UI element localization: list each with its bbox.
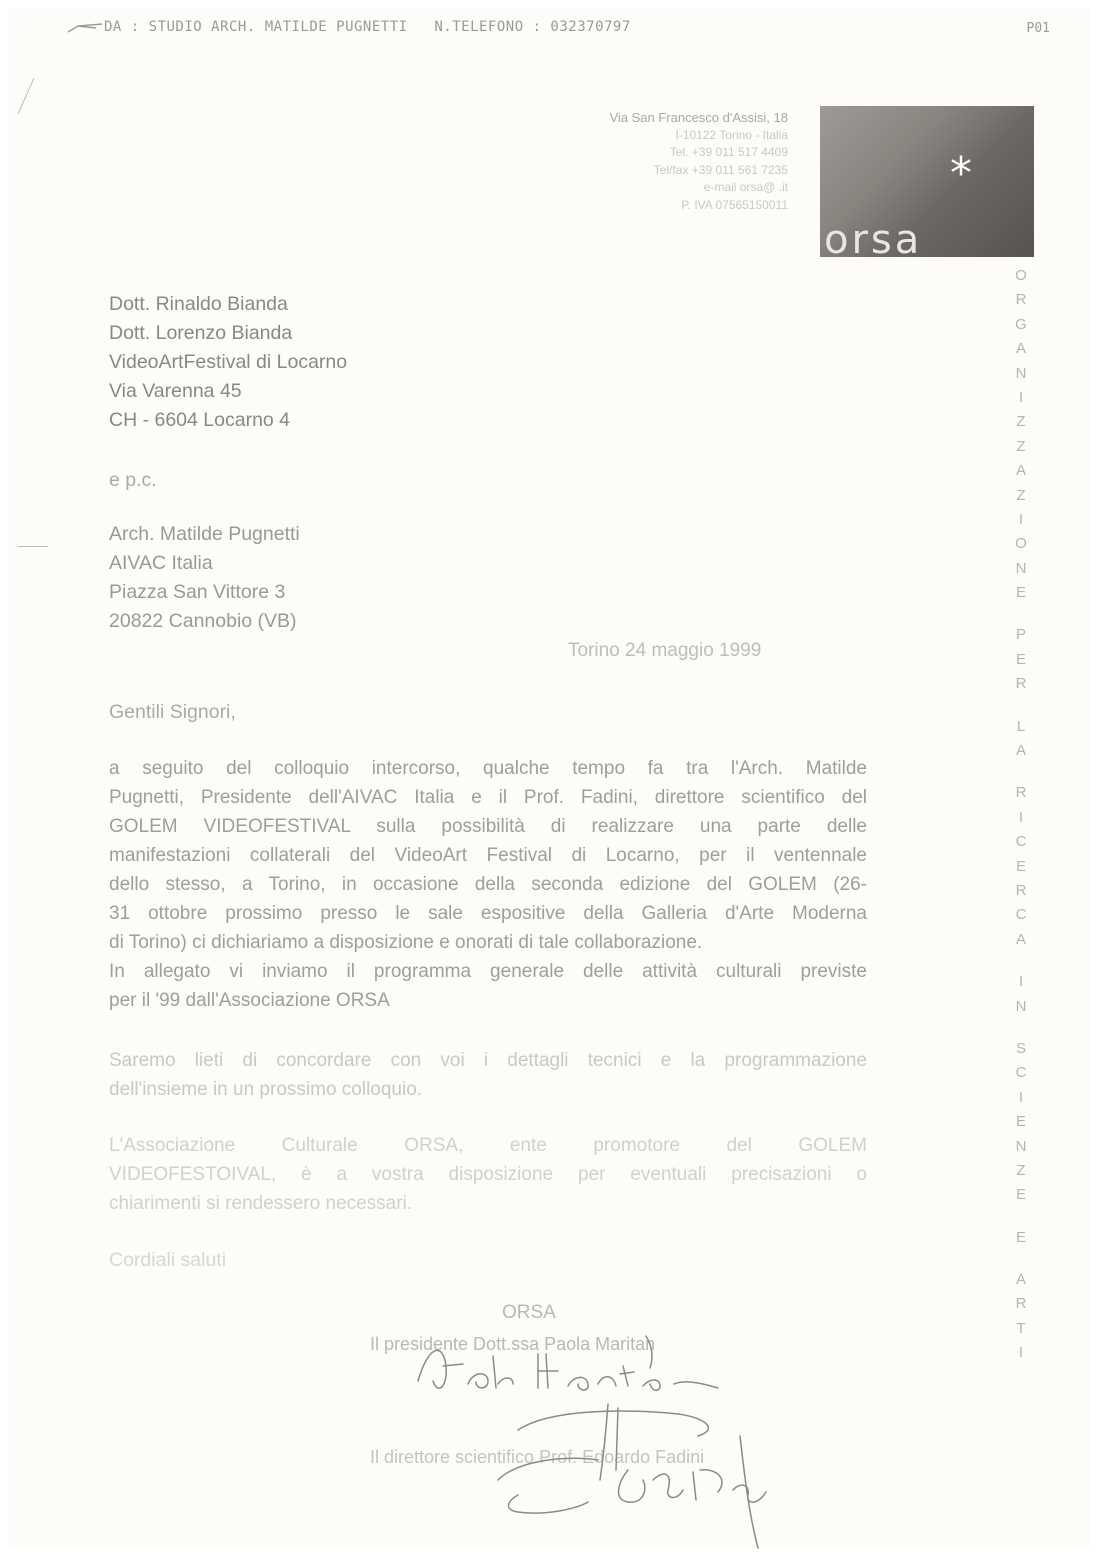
vertical-letter: N xyxy=(1015,559,1027,577)
vertical-letter: Z xyxy=(1016,437,1026,455)
vertical-letter: Z xyxy=(1016,413,1026,431)
fax-arrow-mark xyxy=(66,20,106,36)
vertical-letter: I xyxy=(1018,388,1024,406)
president-signature-line: Il presidente Dott.ssa Paola Maritan xyxy=(370,1334,656,1354)
vertical-letter: R xyxy=(1015,1295,1027,1313)
recipient-line: VideoArtFestival di Locarno xyxy=(109,351,348,373)
vertical-organization-text xyxy=(1011,264,1031,1366)
vertical-letter: E xyxy=(1015,1113,1026,1131)
vertical-letter: E xyxy=(1015,857,1026,875)
body-paragraph-3 xyxy=(109,1131,867,1218)
body-line: di Torino) ci dichiariamo a disposizione e onorati di tale collaborazione. xyxy=(109,932,703,953)
corner-scratch xyxy=(16,78,36,118)
vertical-letter: A xyxy=(1015,340,1026,358)
address-street: Via San Francesco d'Assisi, 18 xyxy=(609,110,788,125)
vertical-letter: I xyxy=(1018,1088,1024,1106)
vertical-letter: I xyxy=(1018,808,1024,826)
recipient-line: Via Varenna 45 xyxy=(109,380,242,402)
cc-label: e p.c. xyxy=(109,469,157,491)
vertical-letter: E xyxy=(1015,1186,1026,1204)
body-paragraph-2 xyxy=(109,1046,867,1104)
body-line: dell'insieme in un prossimo colloquio. xyxy=(109,1079,423,1100)
recipient-line: CH - 6604 Locarno 4 xyxy=(109,409,291,431)
vertical-letter: R xyxy=(1015,784,1027,802)
cc-line: 20822 Cannobio (VB) xyxy=(109,610,297,632)
vertical-letter: C xyxy=(1015,1064,1027,1082)
vertical-letter: O xyxy=(1015,267,1027,284)
vertical-letter: N xyxy=(1015,1137,1027,1155)
fax-sender-line: DA : STUDIO ARCH. MATILDE PUGNETTI N.TELEFONO : 032370797 xyxy=(104,19,631,35)
vertical-letter: E xyxy=(1015,1228,1026,1246)
recipient-address-block xyxy=(109,290,347,435)
vertical-letter: Z xyxy=(1016,486,1026,504)
recipient-line: Dott. Lorenzo Bianda xyxy=(109,322,293,344)
director-signature-line: Il direttore scientifico Prof. Edoardo Fadini xyxy=(370,1447,705,1467)
body-line: a seguito del colloquio intercorso, qualche tempo fa tra l'Arch. Matilde xyxy=(109,758,867,779)
logo-star-icon: * xyxy=(950,148,972,199)
address-city: I-10122 Torino - Italia xyxy=(675,127,788,142)
body-line: dello stesso, a Torino, in occasione della seconda edizione del GOLEM (26- xyxy=(109,874,867,895)
body-line: Saremo lieti di concordare con voi i dettagli tecnici e la programmazione xyxy=(109,1050,867,1071)
vertical-letter: Z xyxy=(1016,1161,1026,1179)
body-line: Pugnetti, Presidente dell'AIVAC Italia e il Prof. Fadini, direttore scientifico del xyxy=(109,787,867,808)
closing: Cordiali saluti xyxy=(109,1249,227,1271)
vertical-letter: C xyxy=(1015,906,1027,924)
vertical-letter: A xyxy=(1015,930,1026,948)
letterhead-address xyxy=(528,109,788,214)
fax-page-number: P01 xyxy=(1026,21,1050,36)
vertical-gap xyxy=(1011,1250,1031,1268)
vertical-letter: P xyxy=(1015,626,1026,644)
vertical-letter: E xyxy=(1015,650,1026,668)
vertical-letter: I xyxy=(1018,1344,1024,1362)
vertical-gap xyxy=(1011,1019,1031,1037)
vertical-letter: R xyxy=(1015,881,1027,899)
address-fax: Tel/fax +39 011 561 7235 xyxy=(653,162,788,177)
vertical-letter: A xyxy=(1015,462,1026,480)
vertical-letter: O xyxy=(1015,535,1027,553)
cc-line: AIVAC Italia xyxy=(109,552,213,574)
letter-date: Torino 24 maggio 1999 xyxy=(568,640,762,661)
body-line: manifestazioni collaterali del VideoArt Festival di Locarno, per il ventennale xyxy=(109,845,867,866)
orsa-logo xyxy=(820,106,1034,257)
body-line: L'Associazione Culturale ORSA, ente promotore del GOLEM xyxy=(109,1135,867,1156)
vertical-letter: A xyxy=(1015,742,1026,760)
vertical-letter: L xyxy=(1016,717,1026,735)
signature-organization: ORSA xyxy=(502,1302,556,1323)
greeting: Gentili Signori, xyxy=(109,701,236,723)
body-line: chiarimenti si rendessero necessari. xyxy=(109,1193,413,1214)
scan-artifact xyxy=(18,546,48,547)
vertical-gap xyxy=(1011,952,1031,970)
address-email: e-mail orsa@ .it xyxy=(703,180,788,194)
recipient-line: Dott. Rinaldo Bianda xyxy=(109,293,288,315)
cc-address-block xyxy=(109,520,300,636)
body-paragraph-1 xyxy=(109,754,867,1015)
vertical-letter: I xyxy=(1018,973,1024,991)
body-line: 31 ottobre prossimo presso le sale espositive della Galleria d'Arte Moderna xyxy=(109,903,867,924)
vertical-letter: G xyxy=(1015,315,1027,333)
address-phone: Tel. +39 011 517 4409 xyxy=(669,145,788,159)
vertical-letter: N xyxy=(1015,997,1027,1015)
body-line: GOLEM VIDEOFESTIVAL sulla possibilità di realizzare una parte delle xyxy=(109,816,867,837)
fax-page xyxy=(8,8,1090,1548)
president-handwritten-signature xyxy=(388,1326,748,1406)
vertical-letter: R xyxy=(1015,291,1027,309)
body-line: VIDEOFESTOIVAL, è a vostra disposizione per eventuali precisazioni o xyxy=(109,1164,867,1185)
vertical-gap xyxy=(1011,1208,1031,1226)
logo-word: orsa xyxy=(824,217,923,257)
vertical-gap xyxy=(1011,697,1031,715)
vertical-letter: C xyxy=(1015,833,1027,851)
body-line: per il '99 dall'Associazione ORSA xyxy=(109,990,390,1011)
vertical-letter: R xyxy=(1015,675,1027,693)
vertical-letter: S xyxy=(1015,1039,1026,1057)
vertical-gap xyxy=(1011,605,1031,623)
vertical-letter: I xyxy=(1018,510,1024,528)
vertical-gap xyxy=(1011,763,1031,781)
body-line: In allegato vi inviamo il programma generale delle attività culturali previste xyxy=(109,961,867,982)
vertical-letter: E xyxy=(1015,584,1026,602)
cc-line: Piazza San Vittore 3 xyxy=(109,581,286,603)
cc-line: Arch. Matilde Pugnetti xyxy=(109,523,300,545)
vertical-letter: N xyxy=(1015,364,1027,382)
director-handwritten-signature xyxy=(478,1400,798,1550)
address-vat: P. IVA 07565150011 xyxy=(681,197,788,212)
vertical-letter: T xyxy=(1016,1319,1026,1337)
vertical-letter: A xyxy=(1015,1271,1026,1289)
